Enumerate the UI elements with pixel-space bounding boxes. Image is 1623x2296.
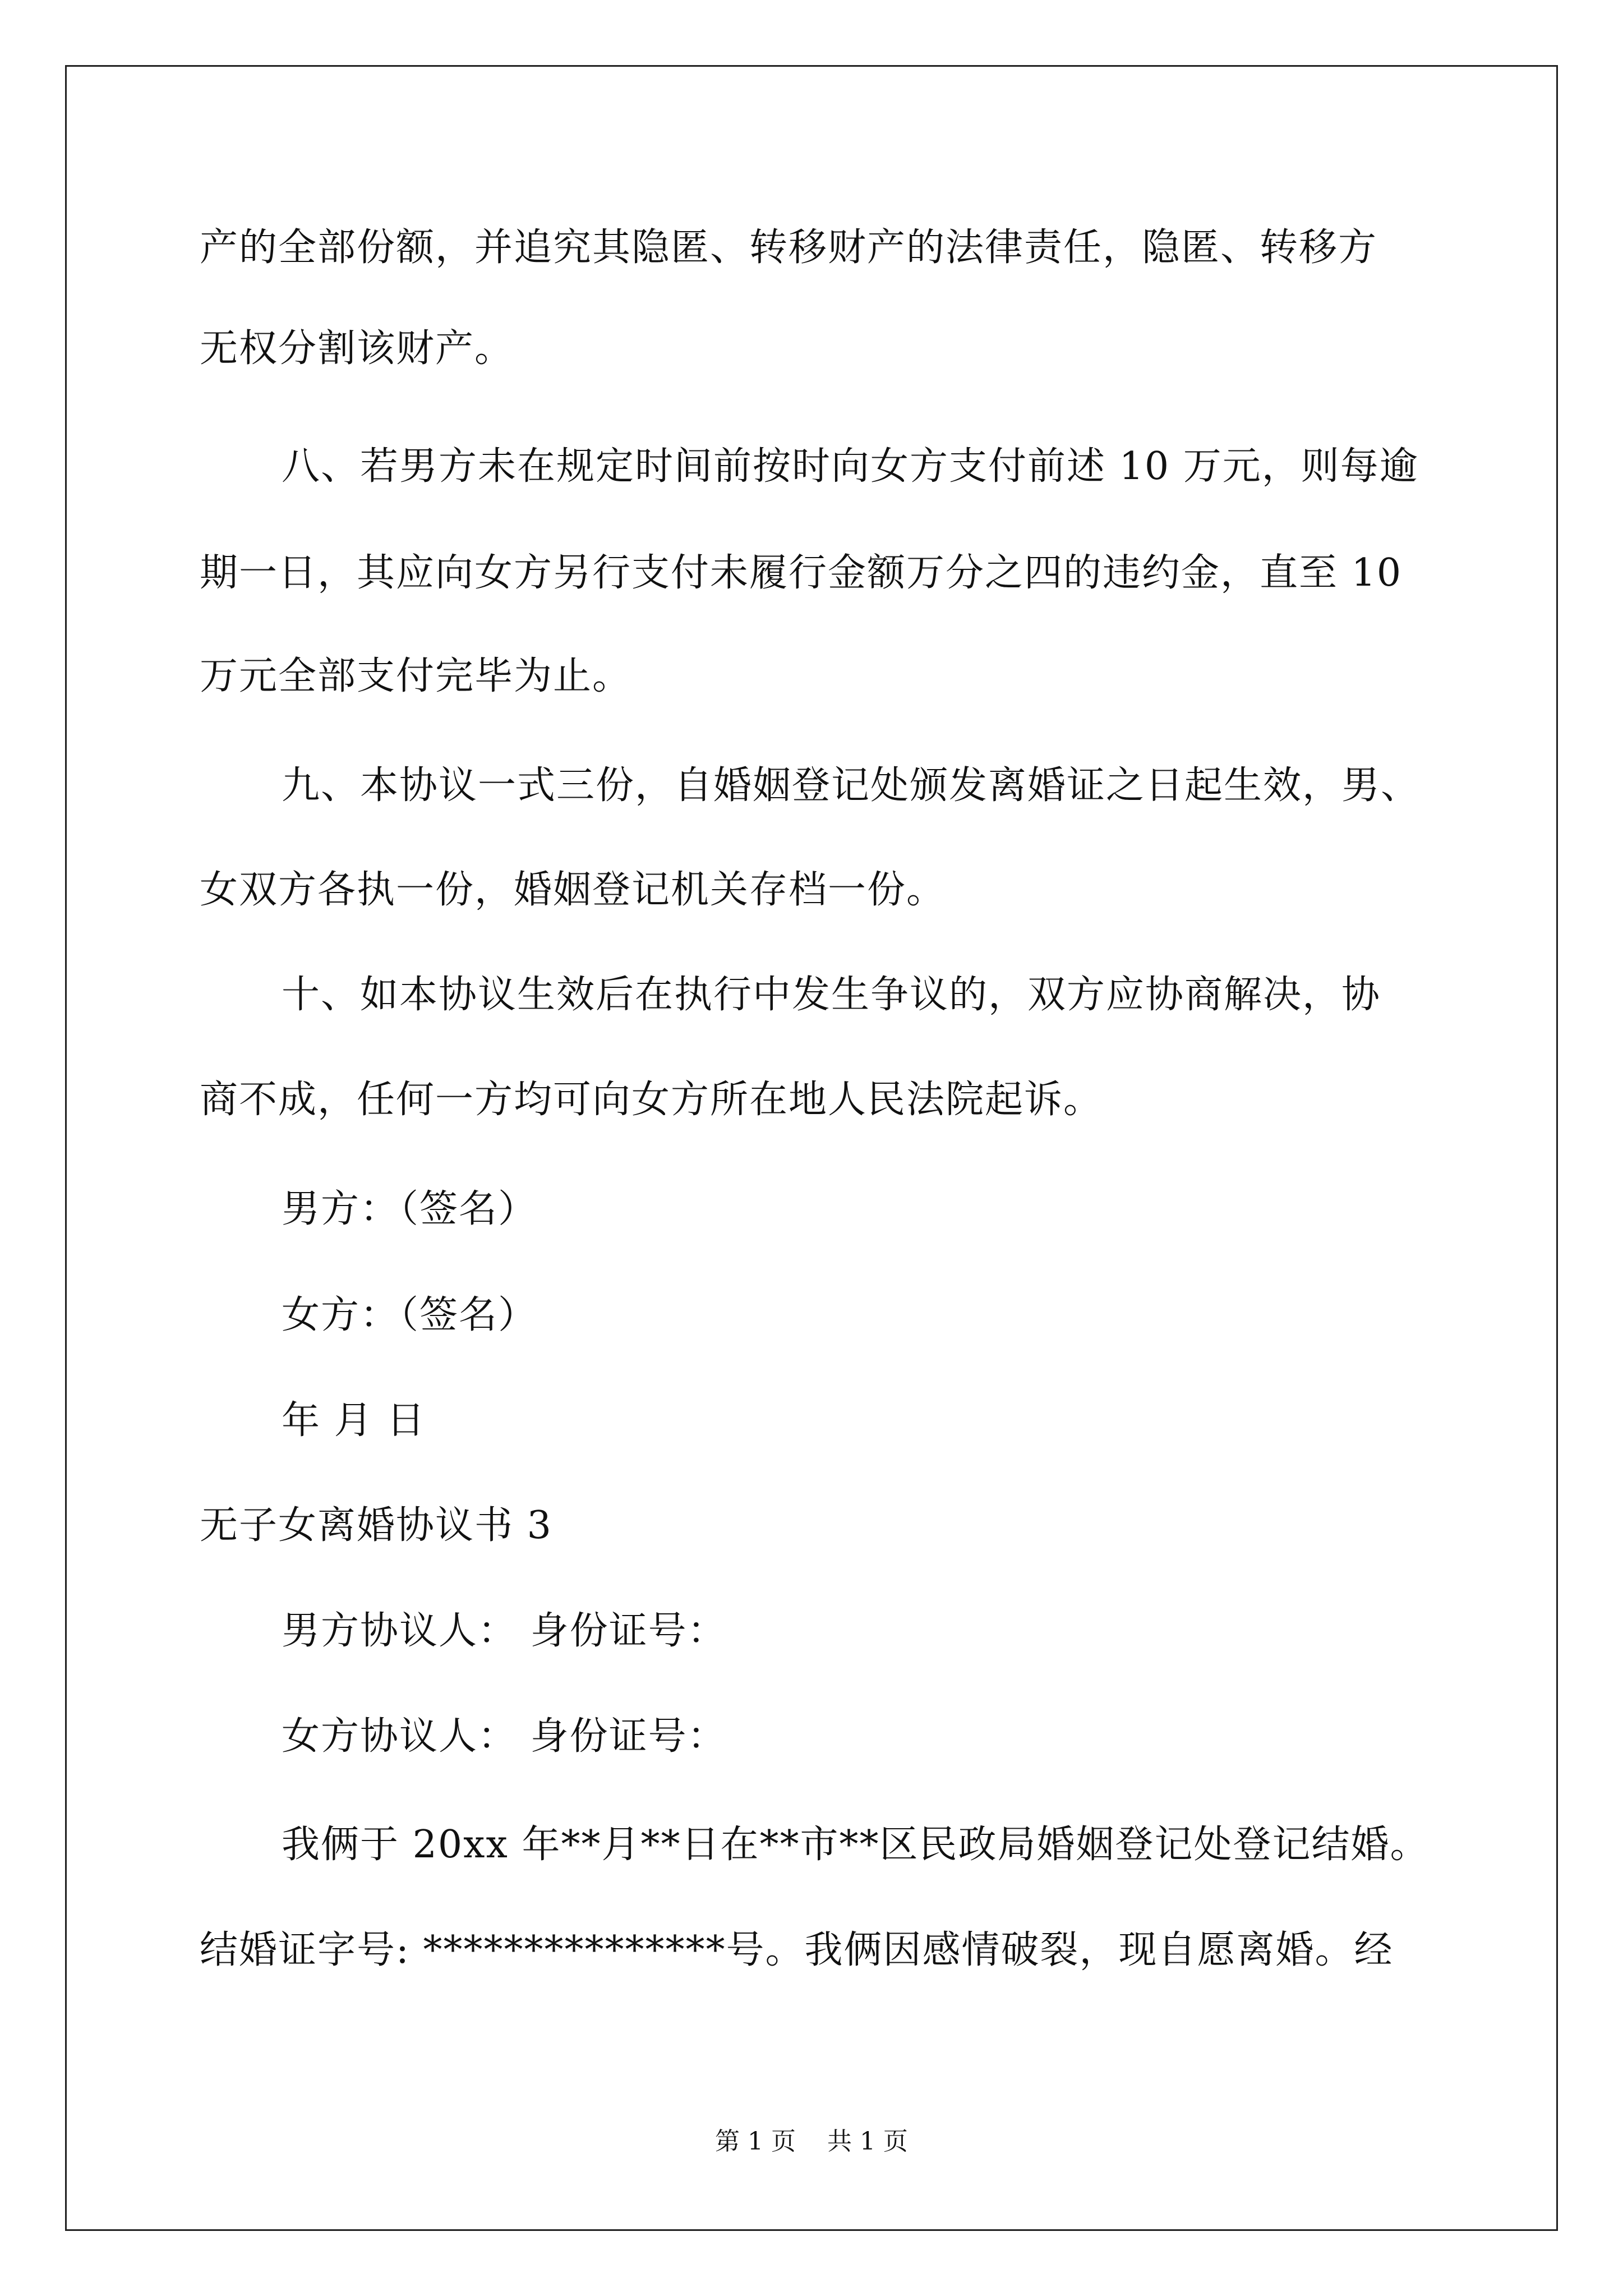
clause-10-line-2: 商不成，任何一方均可向女方所在地人民法院起诉。 (200, 1078, 1103, 1122)
signature-male: 男方：（签名） (282, 1187, 538, 1231)
text-line-1: 产的全部份额，并追究其隐匿、转移财产的法律责任，隐匿、转移方 (200, 226, 1378, 270)
clause-8-line-3: 万元全部支付完毕为止。 (200, 654, 632, 698)
section-title: 无子女离婚协议书 3 (200, 1503, 552, 1548)
text-line-2: 无权分割该财产。 (200, 326, 514, 371)
clause-8-line-1: 八、若男方未在规定时间前按时向女方支付前述 10 万元，则每逾 (282, 444, 1419, 489)
clause-8-line-2: 期一日，其应向女方另行支付未履行金额万分之四的违约金，直至 10 (200, 551, 1403, 595)
date-line: 年 月 日 (282, 1398, 426, 1443)
clause-9-line-2: 女双方各执一份，婚姻登记机关存档一份。 (200, 868, 946, 912)
marriage-certificate-line: 结婚证字号: ***************号。我俩因感情破裂，现自愿离婚。经 (200, 1928, 1394, 1972)
clause-10-line-1: 十、如本协议生效后在执行中发生争议的，双方应协商解决，协 (282, 973, 1381, 1017)
clause-9-line-1: 九、本协议一式三份，自婚姻登记处颁发离婚证之日起生效，男、 (282, 763, 1421, 808)
male-party-line: 男方协议人： 身份证号： (282, 1609, 727, 1653)
marriage-registration-line: 我俩于 20xx 年**月**日在**市**区民政局婚姻登记处登记结婚。 (282, 1823, 1430, 1867)
page-number: 第 1 页 共 1 页 (715, 2127, 908, 2156)
female-party-line: 女方协议人： 身份证号： (282, 1714, 727, 1759)
signature-female: 女方：（签名） (282, 1293, 538, 1337)
page-border (65, 65, 1558, 2231)
